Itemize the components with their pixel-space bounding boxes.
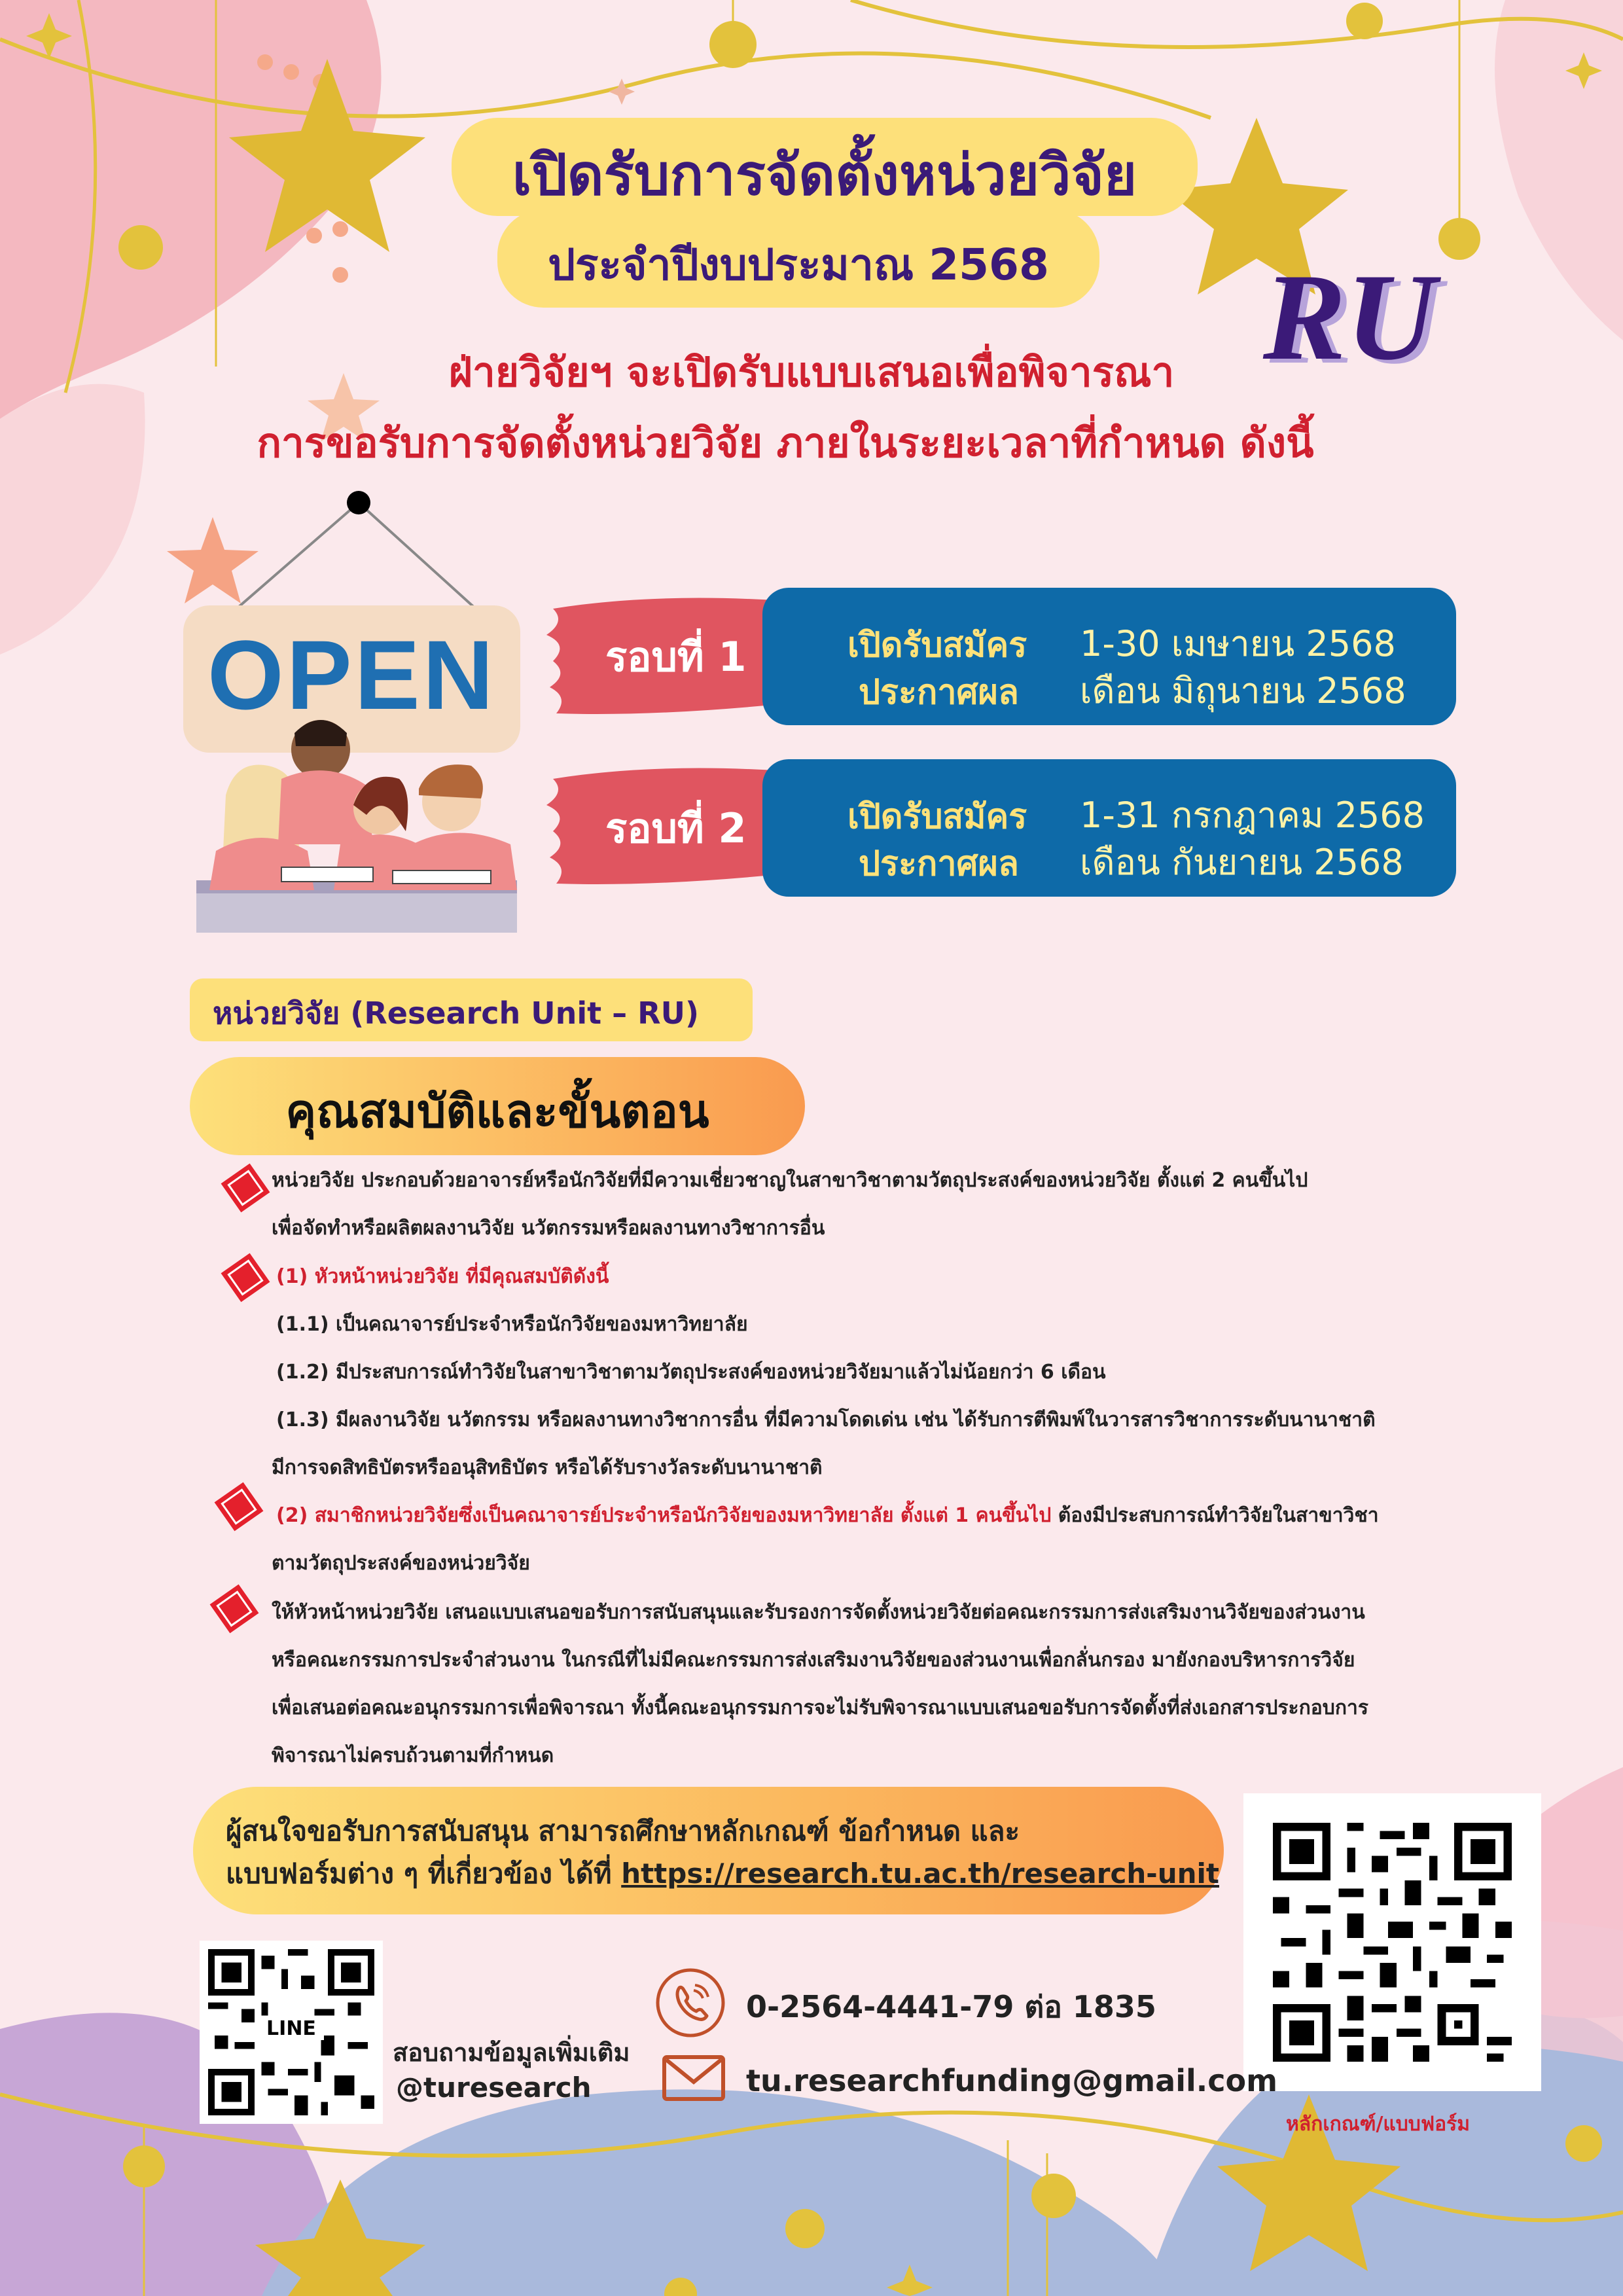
round-1-label: รอบที่ 1 — [605, 633, 747, 681]
cta-link[interactable]: https://research.tu.ac.th/research-unit — [621, 1857, 1219, 1890]
intro-line-1: ฝ่ายวิจัยฯ จะเปิดรับแบบเสนอเพื่อพิจารณา — [448, 348, 1175, 396]
round-2-apply-date: 1-31 กรกฎาคม 2568 — [1080, 795, 1425, 836]
qr-code-forms[interactable] — [1273, 1823, 1512, 2062]
phone-icon — [654, 1967, 726, 2039]
round-2-apply-key: เปิดรับสมัคร — [847, 797, 1027, 836]
bullet-diamond-icon — [213, 1480, 265, 1533]
round-2-announce-key: ประกาศผล — [859, 844, 1019, 884]
round-1-announce-key: ประกาศผล — [859, 673, 1019, 712]
email-address[interactable]: tu.researchfunding@gmail.com — [746, 2063, 1278, 2098]
bullet-diamond-icon — [219, 1251, 272, 1304]
email-icon — [661, 2052, 726, 2104]
bullet-diamond-icon — [219, 1162, 272, 1214]
qual-process-line-3: เพื่อเสนอต่อคณะอนุกรรมการเพื่อพิจารณา ทั้งนี้คณะอนุกรรมการจะไม่รับพิจารณาแบบเสนอขอรับการจัดตั้งที่ส่งเอกสารประกอบการ — [272, 1696, 1368, 1719]
qr-caption: หลักเกณฑ์/แบบฟอร์ม — [1286, 2113, 1471, 2136]
page-subtitle: ประจำปีงบประมาณ 2568 — [548, 240, 1049, 290]
open-sign-text: OPEN — [207, 620, 497, 730]
cta-line-2-prefix: แบบฟอร์มต่าง ๆ ที่เกี่ยวข้อง ได้ที่ — [226, 1857, 622, 1890]
cta-line-1: ผู้สนใจขอรับการสนับสนุน สามารถศึกษาหลักเกณฑ์ ข้อกำหนด และ — [226, 1815, 1020, 1847]
qual-item-1-2: (1.2) มีประสบการณ์ทำวิจัยในสาขาวิชาตามวัตถุประสงค์ของหน่วยวิจัยมาแล้วไม่น้อยกว่า 6 เดือน — [276, 1361, 1106, 1384]
qual-member-rest: ต้องมีประสบการณ์ทำวิจัยในสาขาวิชา — [1051, 1504, 1379, 1527]
bullet-diamond-icon — [208, 1583, 260, 1635]
qual-process-line-1: ให้หัวหน้าหน่วยวิจัย เสนอแบบเสนอขอรับการสนับสนุนและรับรองการจัดตั้งหน่วยวิจัยต่อคณะกรรมการส่งเสริมงานวิจัยของส่วนงาน — [272, 1601, 1365, 1624]
intro-line-2: การขอรับการจัดตั้งหน่วยวิจัย ภายในระยะเวลาที่กำหนด ดังนี้ — [257, 419, 1314, 467]
cta-line-2 — [226, 1852, 1219, 1895]
round-2-label: รอบที่ 2 — [605, 804, 747, 852]
qual-process-line-4: พิจารณาไม่ครบถ้วนตามที่กำหนด — [272, 1744, 554, 1767]
line-qr-label: LINE — [259, 2017, 324, 2040]
qual-member-red: (2) สมาชิกหน่วยวิจัยซึ่งเป็นคณาจารย์ประจำหรือนักวิจัยของมหาวิทยาลัย ตั้งแต่ 1 คนขึ้นไป — [276, 1504, 1052, 1527]
phone-number[interactable]: 0-2564-4441-79 ต่อ 1835 — [746, 1989, 1156, 2024]
qual-member-line-1 — [276, 1500, 1379, 1531]
round-1-apply-key: เปิดรับสมัคร — [847, 626, 1027, 665]
qualifications-heading: คุณสมบัติและขั้นตอน — [285, 1085, 709, 1138]
page-title: เปิดรับการจัดตั้งหน่วยวิจัย — [512, 143, 1137, 208]
contact-ask: สอบถามข้อมูลเพิ่มเติม — [393, 2038, 630, 2067]
round-2-announce-date: เดือน กันยายน 2568 — [1080, 842, 1404, 883]
ru-logo: RU — [1263, 249, 1436, 386]
qual-para-1-line-2: เพื่อจัดทำหรือผลิตผลงานวิจัย นวัตกรรมหรือผลงานทางวิชาการอื่น — [272, 1217, 825, 1240]
research-unit-tag-text: หน่วยวิจัย (Research Unit – RU) — [213, 996, 699, 1031]
round-1-announce-date: เดือน มิถุนายน 2568 — [1080, 670, 1406, 711]
students-illustration — [196, 726, 517, 936]
qual-para-1-line-1: หน่วยวิจัย ประกอบด้วยอาจารย์หรือนักวิจัยที่มีความเชี่ยวชาญในสาขาวิชาตามวัตถุประสงค์ของหน่วยวิจัย ตั้งแต่ 2 คนขึ้นไป — [272, 1169, 1308, 1192]
qual-process-line-2: หรือคณะกรรมการประจำส่วนงาน ในกรณีที่ไม่มีคณะกรรมการส่งเสริมงานวิจัยของส่วนงานเพื่อกลั่นกรอง มายังกองบริหารการวิจัย — [272, 1649, 1355, 1672]
qual-item-1-1: (1.1) เป็นคณาจารย์ประจำหรือนักวิจัยของมหาวิทยาลัย — [276, 1313, 748, 1336]
round-1-apply-date: 1-30 เมษายน 2568 — [1080, 623, 1396, 664]
qual-item-1-3-line-1: (1.3) มีผลงานวิจัย นวัตกรรม หรือผลงานทางวิชาการอื่น ที่มีความโดดเด่น เช่น ได้รับการตีพิมพ์ในวารสารวิชาการระดับนานาชาติ — [276, 1408, 1376, 1431]
qual-head-leader: (1) หัวหน้าหน่วยวิจัย ที่มีคุณสมบัติดังนี้ — [276, 1265, 609, 1288]
qual-item-1-3-line-2: มีการจดสิทธิบัตรหรืออนุสิทธิบัตร หรือได้รับรางวัลระดับนานาชาติ — [272, 1456, 823, 1479]
line-id[interactable]: @turesearch — [396, 2072, 592, 2104]
qual-member-line-2: ตามวัตถุประสงค์ของหน่วยวิจัย — [272, 1552, 530, 1575]
